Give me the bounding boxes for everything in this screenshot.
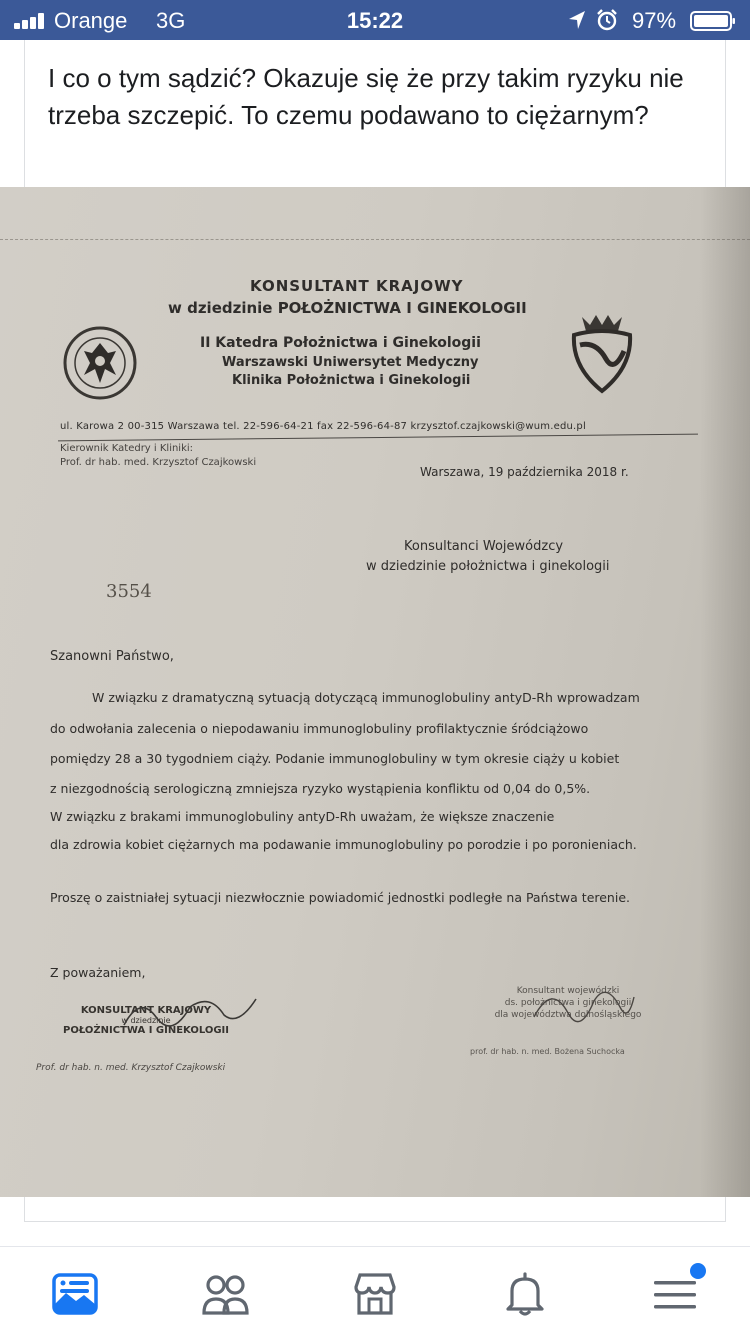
doc-body-line: z niezgodnością serologiczną zmniejsza ryzyko wystąpienia konfliktu od 0,04 do 0,5%. [50,781,591,796]
doc-header-university: Warszawski Uniwersytet Medyczny [222,355,479,370]
doc-chief-title: Kierownik Katedry i Kliniki: [60,443,194,454]
marketplace-icon[interactable] [350,1269,400,1319]
doc-body-line: W związku z brakami immunoglobuliny antyD-Rh uważam, że większe znaczenie [50,809,555,824]
friends-icon[interactable] [200,1269,250,1319]
doc-body-line: do odwołania zalecenia o niepodawaniu immunoglobuliny profilaktycznie śródciążowo [50,721,589,736]
stamp-left-line: w dziedzinie [121,1016,171,1025]
doc-date: Warszawa, 19 października 2018 r. [420,465,629,479]
doc-header-field: w dziedzinie POŁOŻNICTWA I GINEKOLOGII [168,299,527,317]
doc-recipient: Konsultanci Wojewódzcy [404,539,564,554]
stamp-right-line: Konsultant wojewódzki [516,986,620,996]
post-text: I co o tym sądzić? Okazuje się że przy takim ryzyku nie trzeba szczepić. To czemu podawano to ciężarnym? [48,63,684,130]
doc-handwritten-number: 3554 [106,581,152,602]
stamp-left-line: POŁOŻNICTWA I GINEKOLOGII [63,1025,229,1036]
battery-percent: 97% [632,8,677,33]
stamp-left-line: KONSULTANT KRAJOWY [80,1005,212,1016]
doc-greeting: Szanowni Państwo, [50,649,174,664]
bottom-nav-bar [0,1246,750,1334]
paper-edge-shadow [700,187,750,1197]
doc-closing-line: Proszę o zaistniałej sytuacji niezwłocznie powiadomić jednostki podległe na Państwa terenie. [50,890,630,905]
doc-signature-left: Prof. dr hab. n. med. Krzysztof Czajkowski [36,1063,226,1073]
doc-body-line: W związku z dramatyczną sytuacją dotyczącą immunoglobuliny antyD-Rh wprowadzam [92,690,640,705]
doc-chief-name: Prof. dr hab. med. Krzysztof Czajkowski [60,457,257,468]
carrier-label: Orange [54,8,128,33]
doc-recipient-field: w dziedzinie położnictwa i ginekologii [366,559,610,574]
battery-icon [690,11,736,31]
alarm-icon [596,9,618,31]
clinic-logo-icon [566,311,638,395]
doc-regards: Z poważaniem, [50,965,146,980]
doc-address: ul. Karowa 2 00-315 Warszawa tel. 22-596-64-21 fax 22-596-64-87 krzysztof.czajkowski@wum.edu.pl [60,421,586,432]
doc-signature-right: prof. dr hab. n. med. Bożena Suchocka [470,1047,625,1056]
doc-header-department: II Katedra Położnictwa i Ginekologii [200,335,481,351]
doc-header-clinic: Klinika Położnictwa i Ginekologii [232,373,471,388]
menu-notification-badge [690,1263,706,1279]
doc-body-line: pomiędzy 28 a 30 tygodniem ciąży. Podanie immunoglobuliny w tym okresie ciąży u kobiet [50,751,620,766]
location-arrow-icon [568,10,586,30]
doc-body-line: dla zdrowia kobiet ciężarnych ma podawanie immunoglobuliny po porodzie i po poronieniach. [50,837,637,852]
status-bar [0,0,750,40]
stamp-right-line: ds. położnictwa i ginekologii [504,998,632,1008]
bell-icon[interactable] [500,1269,550,1319]
paper-fold [0,239,750,241]
doc-header-title: KONSULTANT KRAJOWY [250,277,464,295]
stamp-right-line: dla województwa dolnośląskiego [494,1010,642,1020]
signature-right-scribble [528,977,638,1047]
clock: 15:22 [346,8,404,33]
network-type: 3G [156,8,186,33]
post-photo[interactable] [0,187,750,1197]
news-feed-icon[interactable] [50,1269,100,1319]
signature-left-scribble [120,987,260,1037]
university-seal-icon [62,325,138,401]
